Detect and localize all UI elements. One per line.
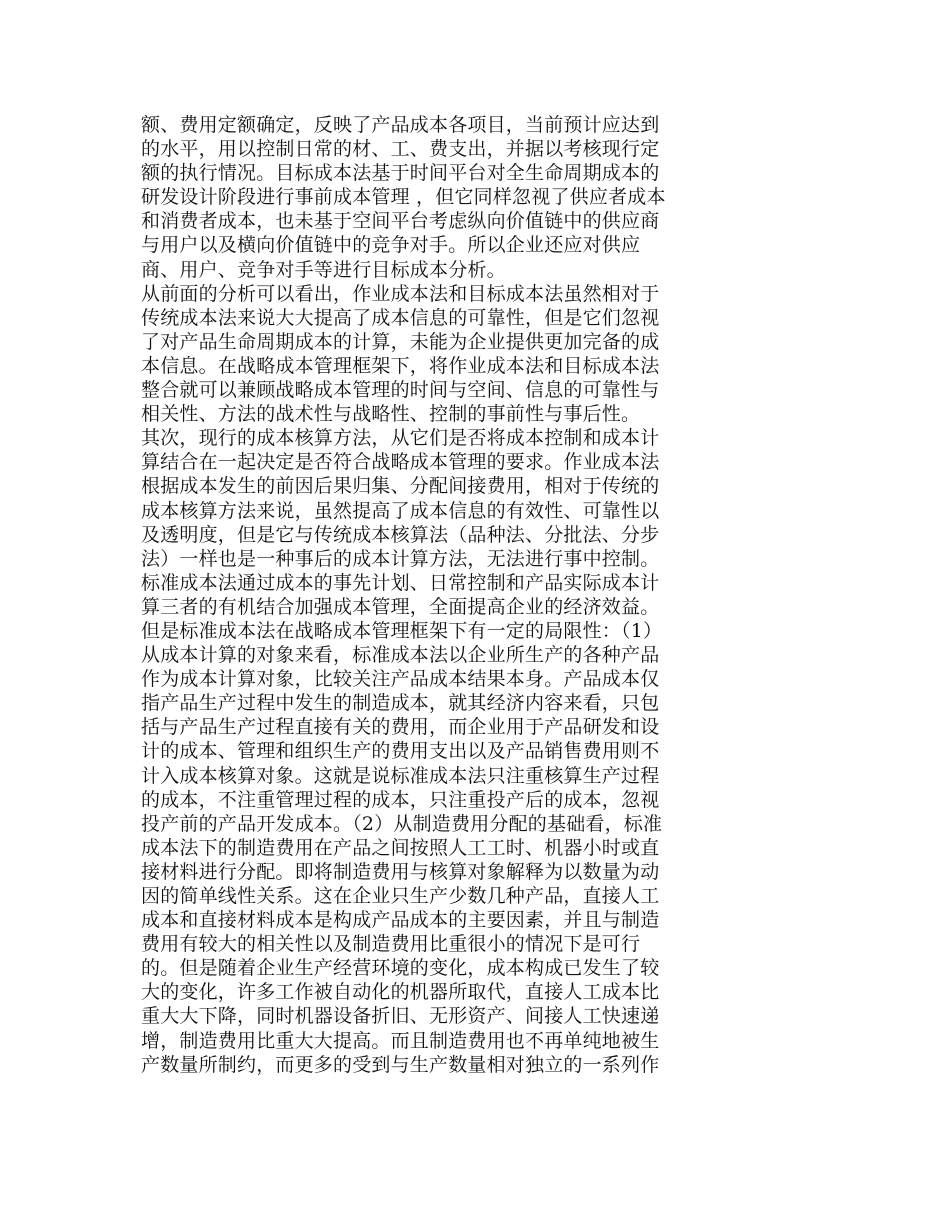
text-line: 传统成本法来说大大提高了成本信息的可靠性，但是它们忽视	[141, 306, 660, 329]
text-line: 计的成本、管理和组织生产的费用支出以及产品销售费用则不	[141, 740, 660, 763]
text-line: 成本核算方法来说，虽然提高了成本信息的有效性、可靠性以	[141, 499, 660, 522]
text-line: 算三者的有机结合加强成本管理，全面提高企业的经济效益。	[141, 595, 660, 618]
text-line: 商、用户、竞争对手等进行目标成本分析。	[141, 258, 506, 281]
text-line: 括与产品生产过程直接有关的费用，而企业用于产品研发和设	[141, 716, 660, 739]
text-line: 相关性、方法的战术性与战略性、控制的事前性与事后性。	[141, 403, 641, 426]
text-line: 重大大下降，同时机器设备折旧、无形资产、间接人工快速递	[141, 1005, 660, 1028]
text-line: 产数量所制约，而更多的受到与生产数量相对独立的一系列作	[141, 1053, 660, 1076]
text-line: 但是标准成本法在战略成本管理框架下有一定的局限性：（1）	[141, 619, 663, 642]
text-line: 根据成本发生的前因后果归集、分配间接费用，相对于传统的	[141, 475, 660, 498]
text-line: 成本法下的制造费用在产品之间按照人工工时、机器小时或直	[141, 836, 660, 859]
text-line: 本信息。在战略成本管理框架下，将作业成本法和目标成本法	[141, 354, 660, 377]
text-line: 额的执行情况。目标成本法基于时间平台对全生命周期成本的	[141, 162, 660, 185]
text-line: 的水平，用以控制日常的材、工、费支出，并据以考核现行定	[141, 138, 660, 161]
text-line: 研发设计阶段进行事前成本管理 ，但它同样忽视了供应者成本	[141, 186, 666, 209]
text-line: 与用户以及横向价值链中的竞争对手。所以企业还应对供应	[141, 234, 641, 257]
text-line: 作为成本计算对象，比较关注产品成本结果本身。产品成本仅	[141, 668, 660, 691]
text-line: 标准成本法通过成本的事先计划、日常控制和产品实际成本计	[141, 571, 660, 594]
text-line: 和消费者成本，也未基于空间平台考虑纵向价值链中的供应商	[141, 210, 660, 233]
text-line: 法）一样也是一种事后的成本计算方法，无法进行事中控制。	[141, 547, 660, 570]
text-line: 接材料进行分配。即将制造费用与核算对象解释为以数量为动	[141, 860, 660, 883]
text-line: 额、费用定额确定，反映了产品成本各项目，当前预计应达到	[141, 114, 660, 136]
text-line: 大的变化，许多工作被自动化的机器所取代，直接人工成本比	[141, 981, 660, 1004]
text-line: 算结合在一起决定是否符合战略成本管理的要求。作业成本法	[141, 451, 660, 474]
text-line: 的。但是随着企业生产经营环境的变化，成本构成已发生了较	[141, 957, 660, 980]
text-line: 从前面的分析可以看出，作业成本法和目标成本法虽然相对于	[141, 282, 660, 305]
text-line: 增，制造费用比重大大提高。而且制造费用也不再单纯地被生	[141, 1029, 660, 1052]
text-line: 成本和直接材料成本是构成产品成本的主要因素，并且与制造	[141, 909, 660, 932]
text-line: 的成本，不注重管理过程的成本，只注重投产后的成本，忽视	[141, 788, 660, 811]
body-text	[141, 113, 751, 1077]
text-line: 及透明度，但是它与传统成本核算法（品种法、分批法、分步	[141, 523, 660, 546]
text-line: 从成本计算的对象来看，标准成本法以企业所生产的各种产品	[141, 644, 660, 667]
text-line: 其次，现行的成本核算方法，从它们是否将成本控制和成本计	[141, 427, 660, 450]
text-line: 费用有较大的相关性以及制造费用比重很小的情况下是可行	[141, 933, 641, 956]
text-line: 因的简单线性关系。这在企业只生产少数几种产品，直接人工	[141, 885, 660, 907]
text-line: 整合就可以兼顾战略成本管理的时间与空间、信息的可靠性与	[141, 379, 660, 402]
text-line: 投产前的产品开发成本。（2）从制造费用分配的基础看，标准	[141, 812, 663, 835]
text-line: 了对产品生命周期成本的计算，未能为企业提供更加完备的成	[141, 330, 660, 353]
text-line: 指产品生产过程中发生的制造成本，就其经济内容来看，只包	[141, 692, 660, 715]
text-line: 计入成本核算对象。这就是说标准成本法只注重核算生产过程	[141, 764, 660, 787]
